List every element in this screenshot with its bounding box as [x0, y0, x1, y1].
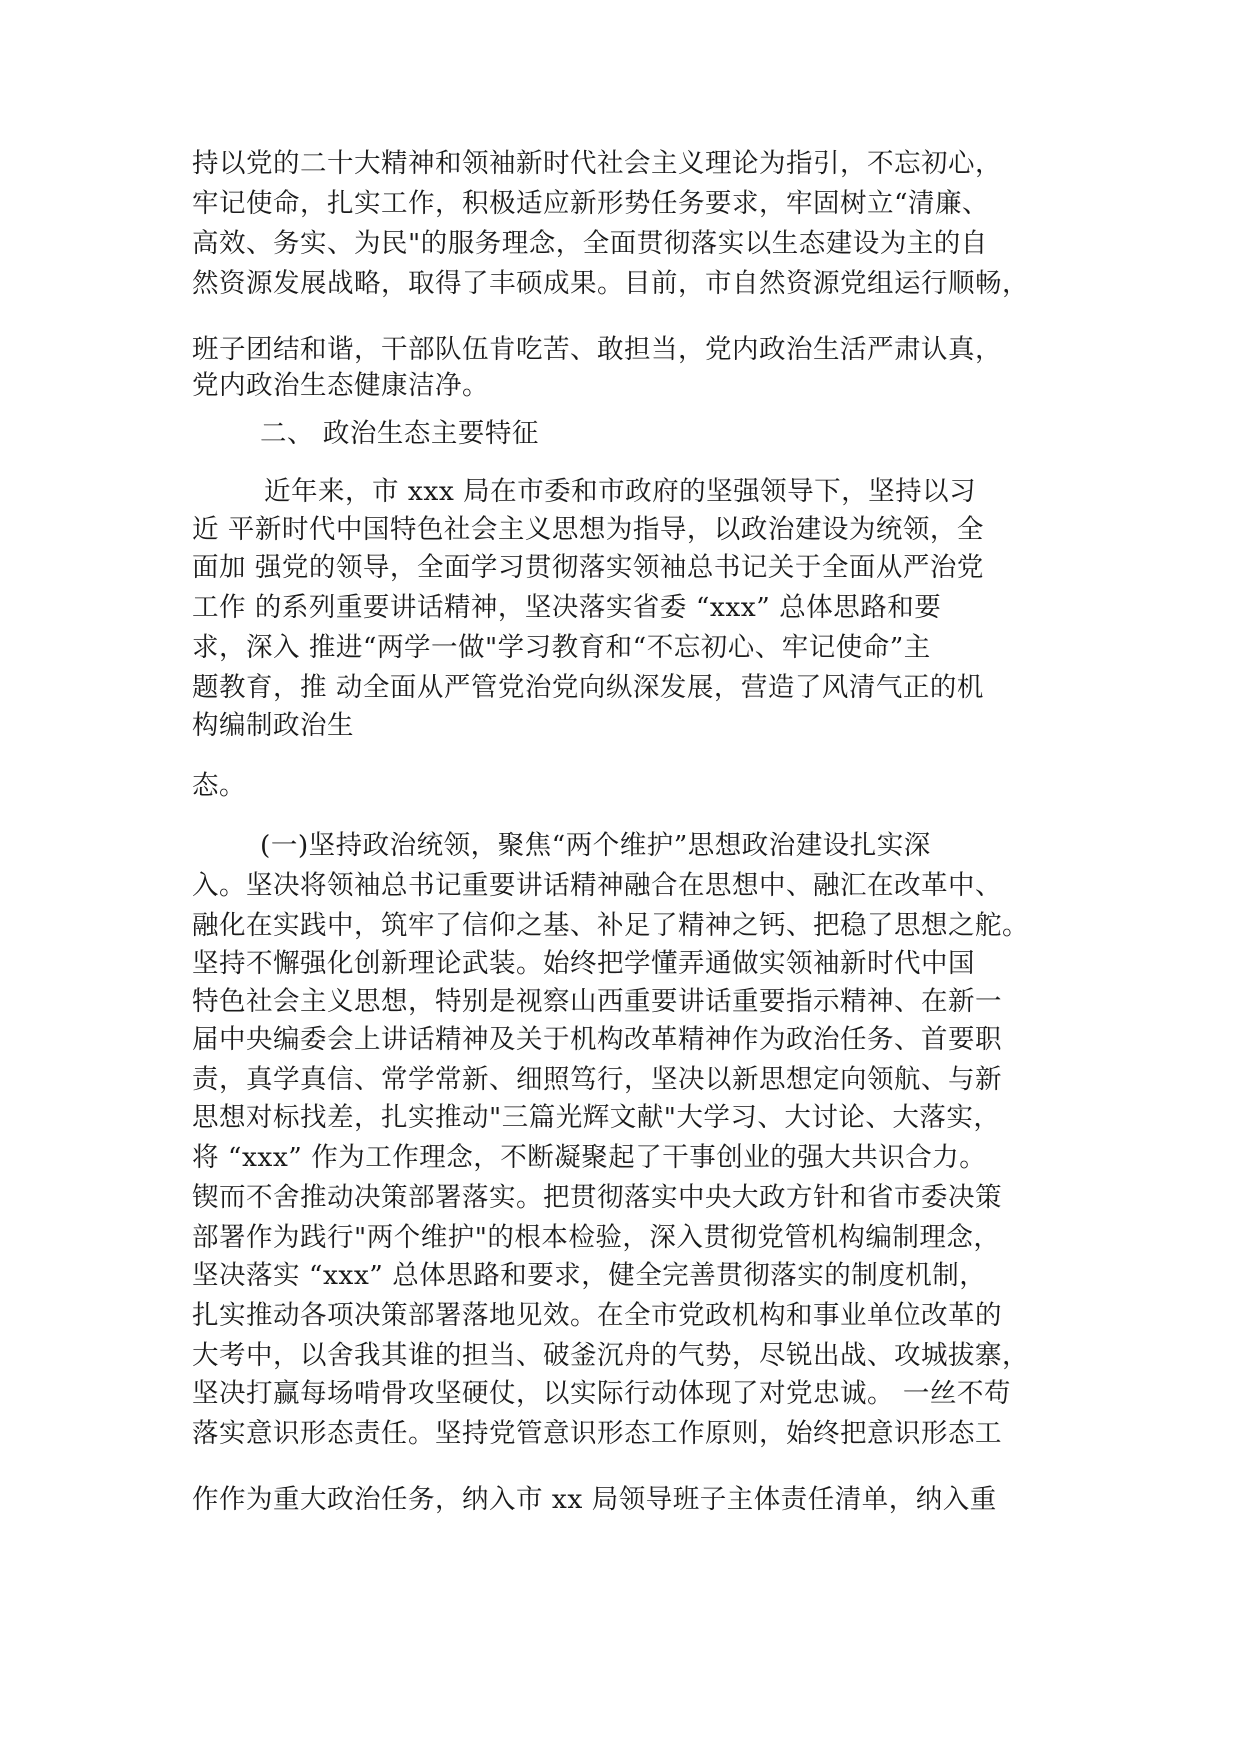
text-line: 落实意识形态责任。坚持党管意识形态工作原则，始终把意识形态工 — [192, 1418, 1002, 1449]
text-line: 扎实推动各项决策部署落地见效。在全市党政机构和事业单位改革的 — [192, 1300, 1002, 1331]
text-line: 思想对标找差，扎实推动"三篇光辉文献"大学习、大讨论、大落实， — [192, 1102, 1001, 1133]
text-line: 作作为重大政治任务，纳入市 xx 局领导班子主体责任清单，纳入重 — [192, 1484, 997, 1515]
text-line: 坚持不懈强化创新理论武装。始终把学懂弄通做实领袖新时代中国 — [192, 948, 975, 979]
text-line: 牢记使命，扎实工作，积极适应新形势任务要求，牢固树立“清廉、 — [192, 188, 990, 219]
text-line: 党内政治生态健康洁净。 — [192, 370, 489, 401]
text-line: 持以党的二十大精神和领袖新时代社会主义理论为指引，不忘初心， — [192, 148, 1002, 179]
text-line: 坚决落实 “xxx” 总体思路和要求，健全完善贯彻落实的制度机制， — [192, 1260, 987, 1291]
text-line: 大考中，以舍我其谁的担当、破釜沉舟的气势，尽锐出战、攻城拔寨， — [192, 1340, 1029, 1371]
text-line: 责，真学真信、常学常新、细照笃行，坚决以新思想定向领航、与新 — [192, 1064, 1002, 1095]
text-line: 态。 — [192, 770, 246, 801]
subsection-line: (一)坚持政治统领，聚焦“两个维护”思想政治建设扎实深 — [260, 830, 931, 861]
text-line: 班子团结和谐，干部队伍肯吃苦、敢担当，党内政治生活严肃认真， — [192, 334, 1002, 365]
text-line: 求，深入 推进“两学一做"学习教育和“不忘初心、牢记使命”主 — [192, 632, 931, 663]
text-line: 近 平新时代中国特色社会主义思想为指导，以政治建设为统领，全 — [192, 514, 984, 545]
text-line: 坚决打赢每场啃骨攻坚硬仗，以实际行动体现了对党忠诚。 一丝不苟 — [192, 1378, 1011, 1409]
text-line: 锲而不舍推动决策部署落实。把贯彻落实中央大政方针和省市委决策 — [192, 1182, 1002, 1213]
text-line: 届中央编委会上讲话精神及关于机构改革精神作为政治任务、首要职 — [192, 1024, 1002, 1055]
text-line: 融化在实践中，筑牢了信仰之基、补足了精神之钙、把稳了思想之舵。 — [192, 910, 1029, 941]
text-line: 然资源发展战略，取得了丰硕成果。目前，市自然资源党组运行顺畅， — [192, 268, 1029, 299]
text-line: 构编制政治生 — [192, 710, 354, 741]
text-line: 入。坚决将领袖总书记重要讲话精神融合在思想中、融汇在改革中、 — [192, 870, 1002, 901]
text-line: 特色社会主义思想，特别是视察山西重要讲话重要指示精神、在新一 — [192, 986, 1002, 1017]
text-line: 近年来，市 xxx 局在市委和市政府的坚强领导下，坚持以习 — [264, 476, 977, 507]
text-line: 将 “xxx” 作为工作理念，不断凝聚起了干事创业的强大共识合力。 — [192, 1142, 987, 1173]
text-line: 高效、务实、为民"的服务理念，全面贯彻落实以生态建设为主的自 — [192, 228, 988, 259]
section-heading: 二、 政治生态主要特征 — [260, 418, 539, 449]
text-line: 面加 强党的领导，全面学习贯彻落实领袖总书记关于全面从严治党 — [192, 552, 984, 583]
text-line: 部署作为践行"两个维护"的根本检验，深入贯彻党管机构编制理念， — [192, 1222, 1001, 1253]
text-line: 工作 的系列重要讲话精神，坚决落实省委 “xxx” 总体思路和要 — [192, 592, 942, 623]
text-line: 题教育，推 动全面从严管党治党向纵深发展，营造了风清气正的机 — [192, 672, 984, 703]
